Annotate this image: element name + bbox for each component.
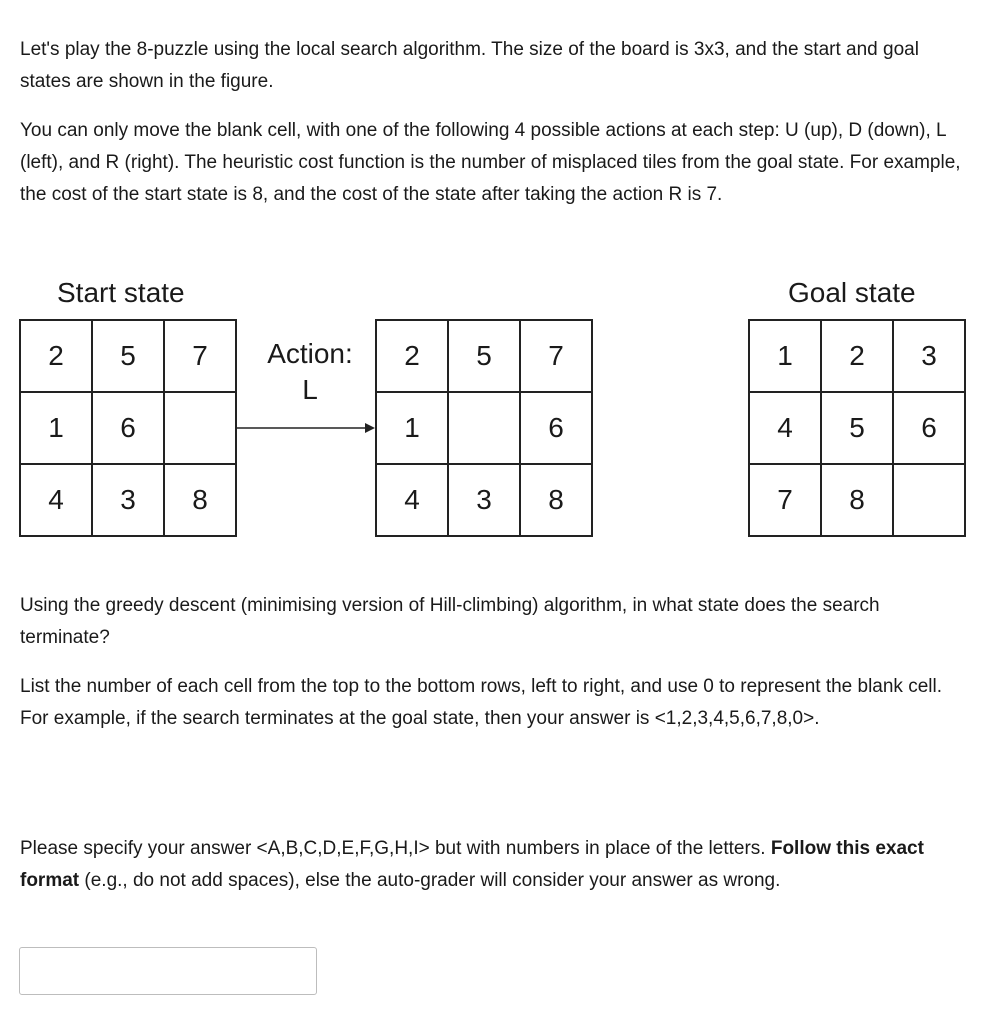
start-cell: 2 bbox=[21, 321, 93, 393]
after-action-grid bbox=[375, 319, 593, 537]
after-cell: 4 bbox=[377, 465, 449, 537]
answer-instructions-suffix: (e.g., do not add spaces), else the auto-grader will consider your answer as wrong. bbox=[79, 870, 781, 891]
after-cell: 3 bbox=[449, 465, 521, 537]
goal-cell: 4 bbox=[750, 393, 822, 465]
start-cell: 4 bbox=[21, 465, 93, 537]
answer-instructions-paragraph bbox=[20, 833, 970, 897]
goal-cell: 5 bbox=[822, 393, 894, 465]
goal-cell: 6 bbox=[894, 393, 966, 465]
after-cell-blank bbox=[449, 393, 521, 465]
action-arrow-icon bbox=[237, 421, 377, 435]
goal-cell: 8 bbox=[822, 465, 894, 537]
goal-cell: 3 bbox=[894, 321, 966, 393]
after-cell: 7 bbox=[521, 321, 593, 393]
answer-input[interactable] bbox=[19, 947, 317, 995]
goal-cell: 1 bbox=[750, 321, 822, 393]
answer-instructions-emphasis: Follow this exact format bbox=[20, 838, 924, 891]
start-cell: 5 bbox=[93, 321, 165, 393]
after-cell: 1 bbox=[377, 393, 449, 465]
after-cell: 6 bbox=[521, 393, 593, 465]
goal-cell: 2 bbox=[822, 321, 894, 393]
start-state-grid bbox=[19, 319, 237, 537]
start-cell-blank bbox=[165, 393, 237, 465]
start-cell: 3 bbox=[93, 465, 165, 537]
goal-state-title: Goal state bbox=[788, 277, 916, 308]
question-paragraph: Using the greedy descent (minimising version of Hill-climbing) algorithm, in what state does the search terminate? bbox=[20, 595, 880, 648]
action-label-text: Action: bbox=[267, 338, 353, 369]
goal-cell: 7 bbox=[750, 465, 822, 537]
goal-state-grid bbox=[748, 319, 966, 537]
format-instructions-paragraph: List the number of each cell from the top to the bottom rows, left to right, and use 0 to represent the blank cell. For example, if the search terminates at the goal state, then your answer is <1,2,3,4,5,6,7,8,0>. bbox=[20, 676, 943, 729]
intro-paragraph-2: You can only move the blank cell, with one of the following 4 possible actions at each step: U (up), D (down), L (left), and R (right). The heuristic cost function is the number of misplaced tiles from the goal state. For example, the cost of the start state is 8, and the cost of the state after taking the action R is 7. bbox=[20, 120, 961, 205]
start-cell: 1 bbox=[21, 393, 93, 465]
start-cell: 8 bbox=[165, 465, 237, 537]
action-value: L bbox=[302, 374, 318, 405]
start-cell: 7 bbox=[165, 321, 237, 393]
after-cell: 8 bbox=[521, 465, 593, 537]
goal-cell-blank bbox=[894, 465, 966, 537]
intro-paragraph-1: Let's play the 8-puzzle using the local search algorithm. The size of the board is 3x3, and the start and goal states are shown in the figure. bbox=[20, 39, 919, 92]
after-cell: 2 bbox=[377, 321, 449, 393]
answer-instructions-prefix: Please specify your answer <A,B,C,D,E,F,G,H,I> but with numbers in place of the letters. bbox=[20, 838, 771, 859]
action-label bbox=[250, 336, 370, 408]
start-cell: 6 bbox=[93, 393, 165, 465]
start-state-title: Start state bbox=[57, 277, 185, 308]
after-cell: 5 bbox=[449, 321, 521, 393]
